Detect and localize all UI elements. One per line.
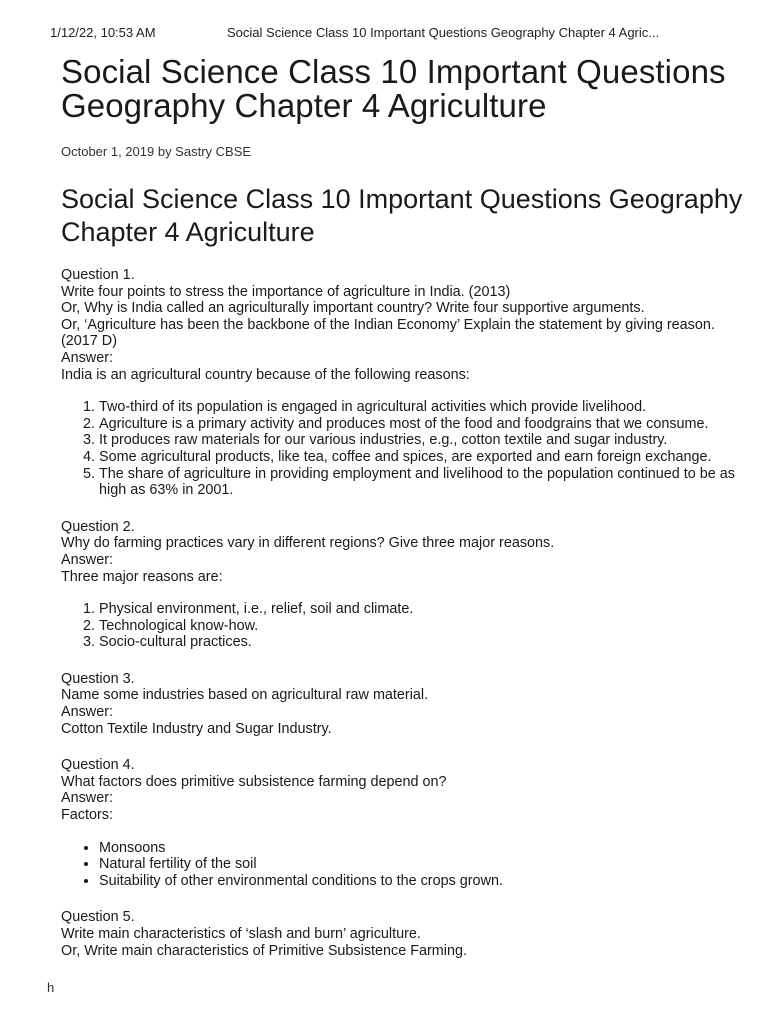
print-timestamp: 1/12/22, 10:53 AM xyxy=(50,25,156,40)
question-block xyxy=(61,909,750,959)
answer-text: Three major reasons are: xyxy=(61,568,223,585)
ordered-list xyxy=(61,399,750,499)
footer-url-fragment: h xyxy=(47,980,55,995)
list-item: 4. Some agricultural products, like tea, coffee and spices, are exported and earn foreign exchange. xyxy=(99,449,750,466)
list-item: • Monsoons xyxy=(99,840,750,857)
question-label: Question 4. xyxy=(61,757,135,774)
answer-text: Factors: xyxy=(61,807,113,824)
question-label: Question 5. xyxy=(61,909,135,926)
article xyxy=(61,55,750,979)
list-item: 1. Physical environment, i.e., relief, soil and climate. xyxy=(99,601,750,618)
answer-text: India is an agricultural country because of the following reasons: xyxy=(61,366,470,383)
question-text: Name some industries based on agricultural raw material. xyxy=(61,687,429,704)
list-item: 3. It produces raw materials for our various industries, e.g., cotton textile and sugar industry. xyxy=(99,432,750,449)
question-label: Question 1. xyxy=(61,267,135,283)
byline: October 1, 2019 by Sastry CBSE xyxy=(61,144,252,159)
question-text: Write four points to stress the importance of agriculture in India. (2013) xyxy=(61,283,511,300)
question-text: What factors does primitive subsistence farming depend on? xyxy=(61,773,447,790)
question-block xyxy=(61,519,750,651)
page-title: Social Science Class 10 Important Questions Geography Chapter 4 Agriculture xyxy=(61,53,726,124)
question-list xyxy=(61,267,750,959)
question-block xyxy=(61,671,750,737)
answer-label: Answer: xyxy=(61,704,113,721)
list-item: 2. Agriculture is a primary activity and produces most of the food and foodgrains that we consume. xyxy=(99,416,750,433)
list-item: • Suitability of other environmental conditions to the crops grown. xyxy=(99,873,750,890)
question-label: Question 3. xyxy=(61,670,135,687)
question-text: Write main characteristics of ‘slash and burn’ agriculture. xyxy=(61,926,421,942)
question-text: Why do farming practices vary in different regions? Give three major reasons. xyxy=(61,535,555,552)
answer-label: Answer: xyxy=(61,349,113,366)
question-text: Or, Why is India called an agriculturally important country? Write four supportive arguments. xyxy=(61,300,645,317)
question-block xyxy=(61,757,750,889)
question-block xyxy=(61,267,750,499)
answer-label: Answer: xyxy=(61,790,113,807)
list-item: • Natural fertility of the soil xyxy=(99,856,750,873)
ordered-list xyxy=(61,601,750,651)
question-text: Or, ‘Agriculture has been the backbone of the Indian Economy’ Explain the statement by giving reason. (2017 D) xyxy=(61,316,715,350)
answer-label: Answer: xyxy=(61,551,113,568)
question-label: Question 2. xyxy=(61,518,135,535)
question-text: Or, Write main characteristics of Primitive Subsistence Farming. xyxy=(61,942,467,959)
list-item: 2. Technological know-how. xyxy=(99,618,750,635)
list-item: 5. The share of agriculture in providing employment and livelihood to the population continued to be as high as 63% in 2001. xyxy=(99,466,750,499)
print-page-title: Social Science Class 10 Important Questions Geography Chapter 4 Agric... xyxy=(227,25,660,40)
answer-text: Cotton Textile Industry and Sugar Industry. xyxy=(61,720,332,737)
bullet-list xyxy=(61,840,750,890)
list-item: 3. Socio-cultural practices. xyxy=(99,634,750,651)
entry-heading: Social Science Class 10 Important Questions Geography Chapter 4 Agriculture xyxy=(61,184,743,247)
list-item: 1. Two-third of its population is engaged in agricultural activities which provide livelihood. xyxy=(99,399,750,416)
